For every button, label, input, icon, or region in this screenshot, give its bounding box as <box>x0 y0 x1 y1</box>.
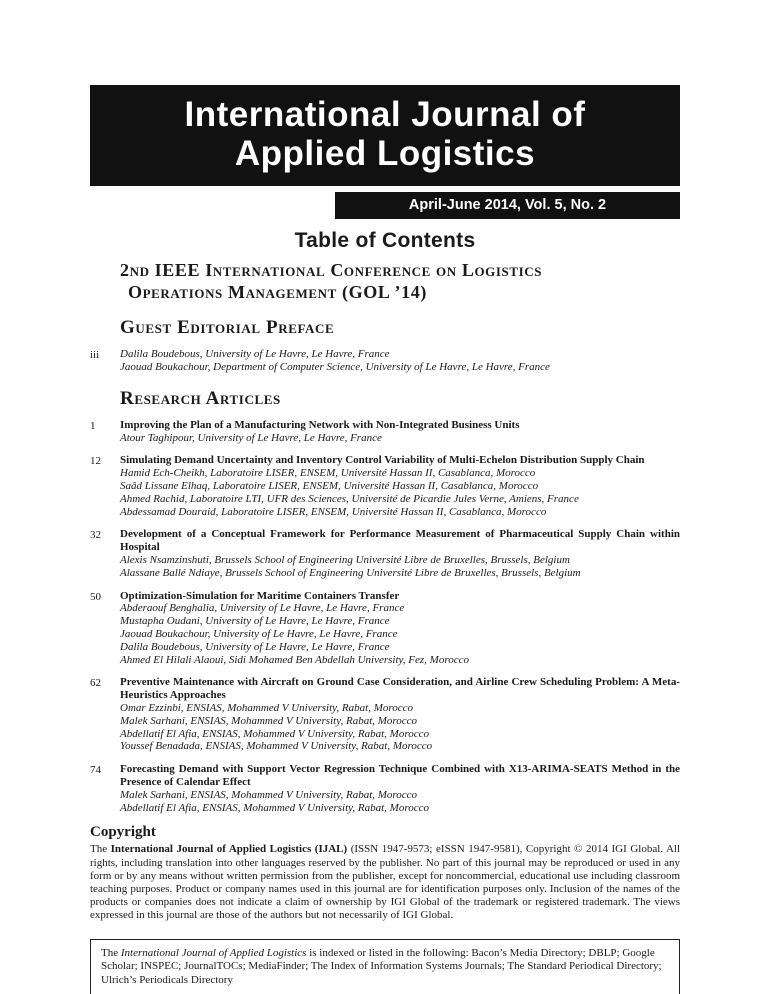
article-author: Malek Sarhani, ENSIAS, Mohammed V University, Rabat, Morocco <box>120 788 418 801</box>
indexing-box <box>90 939 680 994</box>
toc-entry <box>90 348 680 374</box>
article-author: Alassane Ballé Ndiaye, Brussels School of Engineering Université Libre de Bruxelles, Brussels, Belgium <box>120 566 581 579</box>
article-author: Hamid Ech-Cheikh, Laboratoire LISER, ENSEM, Université Hassan II, Casablanca, Morocco <box>120 467 536 480</box>
journal-title <box>90 96 680 173</box>
toc-entry <box>90 528 680 579</box>
toc-entry <box>90 590 680 667</box>
article-author: Dalila Boudebous, University of Le Havre, Le Havre, France <box>120 640 390 653</box>
entry-body <box>120 348 680 374</box>
entry-page-number: 74 <box>90 764 101 777</box>
article-author: Omar Ezzinbi, ENSIAS, Mohammed V University, Rabat, Morocco <box>120 701 413 714</box>
entry-body <box>120 454 680 518</box>
toc-entry <box>90 454 680 518</box>
article-title: Improving the Plan of a Manufacturing Network with Non-Integrated Business Units <box>120 418 520 431</box>
issue-label: April-June 2014, Vol. 5, No. 2 <box>408 197 607 213</box>
toc-entry <box>90 676 680 753</box>
article-title: Simulating Demand Uncertainty and Inventory Control Variability of Multi-Echelon Distribution Supply Chain <box>120 454 645 467</box>
conference-heading <box>120 260 680 303</box>
entry-page-number: 32 <box>90 529 101 542</box>
section-heading: Guest Editorial Preface <box>120 317 335 339</box>
article-author: Abderaouf Benghalia, University of Le Havre, Le Havre, France <box>120 602 405 615</box>
conference-heading-line2: Operations Management (GOL ’14) <box>128 281 427 302</box>
article-author: Mustapha Oudani, University of Le Havre, Le Havre, France <box>120 615 390 628</box>
copyright-text <box>90 843 680 922</box>
article-author: Ahmed El Hilali Alaoui, Sidi Mohamed Ben Abdellah University, Fez, Morocco <box>120 653 469 666</box>
journal-title-line2: Applied Logistics <box>234 133 536 173</box>
copyright-body: (ISSN 1947-9573; eISSN 1947-9581), Copyright © 2014 IGI Global. All rights, including translation into other languages reserved by the publisher. No part of this journal may be reproduced or used in any form or by any means without written permission from the publisher, except for noncommercial, educational use including classroom teaching purposes. Product or company names used in this journal are for identification purposes only. Inclusion of the names of the products or companies does not indicate a claim of ownership by IGI Global of the trademark or registered trademark. The views expressed in this journal are those of the authors but not necessarily of IGI Global. <box>90 843 680 922</box>
article-title: Development of a Conceptual Framework for Performance Measurement of Pharmaceutical Supply Chain within Hospital <box>120 528 680 554</box>
entry-page-number: iii <box>90 349 100 362</box>
entry-body <box>120 676 680 753</box>
article-author: Saâd Lissane Elhaq, Laboratoire LISER, ENSEM, Université Hassan II, Casablanca, Morocco <box>120 479 539 492</box>
issue-bar <box>335 192 680 219</box>
toc-entry <box>90 419 680 445</box>
entry-body <box>120 763 680 814</box>
article-title: Preventive Maintenance with Aircraft on Ground Case Consideration, and Airline Crew Scheduling Problem: A Meta-Heuristics Approaches <box>120 676 680 702</box>
entry-page-number: 1 <box>90 419 96 432</box>
copyright-journal-name: International Journal of Applied Logistics (IJAL) <box>110 843 348 856</box>
indexing-journal-name: International Journal of Applied Logistics <box>120 946 307 959</box>
toc-entry <box>90 763 680 814</box>
conference-heading-line1: 2nd IEEE International Conference on Logistics <box>120 260 543 280</box>
article-author: Jaouad Boukachour, University of Le Havre, Le Havre, France <box>120 627 398 640</box>
article-author: Abdessamad Douraid, Laboratoire LISER, ENSEM, Université Hassan II, Casablanca, Morocco <box>120 505 547 518</box>
article-author: Jaouad Boukachour, Department of Computer Science, University of Le Havre, Le Havre, France <box>120 360 550 373</box>
indexing-body: is indexed or listed in the following: Bacon’s Media Directory; DBLP; Google Scholar; INSPEC; JournalTOCs; MediaFinder; The Index of Information Systems Journals; The Standard Periodical Directory; Ulrich’s Periodicals Directory <box>101 946 662 987</box>
article-author: Dalila Boudebous, University of Le Havre, Le Havre, France <box>120 348 390 361</box>
article-title: Optimization-Simulation for Maritime Containers Transfer <box>120 589 400 602</box>
article-author: Abdellatif El Afia, ENSIAS, Mohammed V University, Rabat, Morocco <box>120 727 429 740</box>
entry-page-number: 12 <box>90 455 101 468</box>
indexing-text <box>101 947 669 988</box>
copyright-section <box>90 824 680 922</box>
copyright-prefix: The <box>90 843 111 856</box>
article-author: Youssef Benadada, ENSIAS, Mohammed V University, Rabat, Morocco <box>120 740 433 753</box>
entry-body <box>120 419 680 445</box>
article-author: Abdellatif El Afia, ENSIAS, Mohammed V University, Rabat, Morocco <box>120 801 429 814</box>
toc-sections <box>90 317 680 814</box>
journal-masthead <box>90 85 680 186</box>
section-heading: Research Articles <box>120 387 281 409</box>
article-author: Ahmed Rachid, Laboratoire LTI, UFR des Sciences, Université de Picardie Jules Verne, Amiens, France <box>120 492 579 505</box>
article-author: Malek Sarhani, ENSIAS, Mohammed V University, Rabat, Morocco <box>120 714 418 727</box>
entry-body <box>120 528 680 579</box>
entry-page-number: 62 <box>90 677 101 690</box>
toc-title: Table of Contents <box>294 229 476 252</box>
indexing-prefix: The <box>101 946 121 959</box>
entry-page-number: 50 <box>90 590 101 603</box>
journal-title-line1: International Journal of <box>184 95 586 134</box>
article-author: Atour Taghipour, University of Le Havre, Le Havre, France <box>120 431 382 444</box>
entry-body <box>120 590 680 667</box>
article-author: Alexis Nsamzinshuti, Brussels School of Engineering Université Libre de Bruxelles, Brussels, Belgium <box>120 553 570 566</box>
copyright-heading: Copyright <box>90 824 156 841</box>
article-title: Forecasting Demand with Support Vector Regression Technique Combined with X13-ARIMA-SEATS Method in the Presence of Calendar Effect <box>120 763 680 788</box>
